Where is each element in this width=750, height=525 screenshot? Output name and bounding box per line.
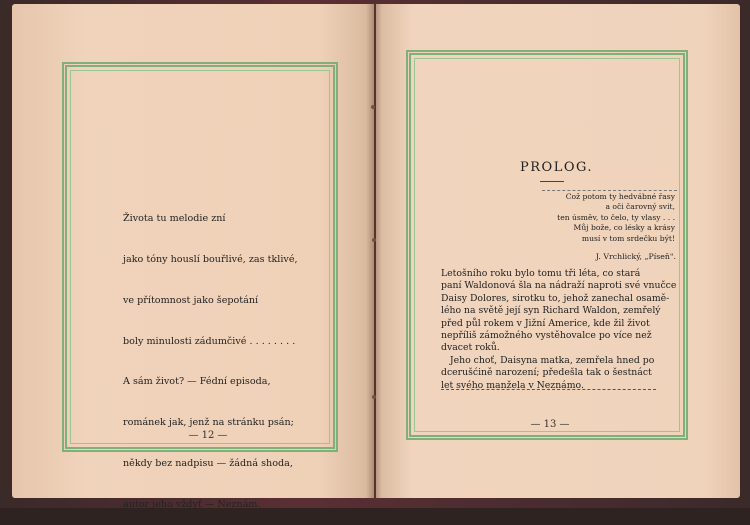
motto-author: J. Vrchlický, „Píseň".: [595, 252, 676, 261]
poem-line: A sám život? — Fédní episoda,: [123, 376, 271, 388]
prose-line: Daisy Dolores, sirotku to, jehož zanechal osamě-: [441, 292, 670, 304]
poem-line: Života tu melodie zní: [123, 213, 226, 225]
poem-line: autor jeho vždyť — Neznám.: [123, 498, 261, 510]
prose-line: Jeho choť, Daisyna matka, zemřela hned po: [441, 354, 655, 366]
motto-line: Což potom ty hedvábné řasy: [565, 192, 675, 201]
prose-line: dcerušćině narození; předešla tak o šestnáct: [441, 367, 652, 379]
heading-rule: [540, 181, 564, 182]
motto-line: a oči čarovný svit,: [605, 202, 675, 212]
poem-line: ve přítomnost jako šepotání: [123, 294, 259, 306]
chapter-heading: PROLOG.: [520, 160, 594, 175]
motto: [530, 192, 675, 244]
prose-line: před půl rokem v Jižní Americe, kde žil život: [441, 317, 650, 329]
motto-line: ten úsměv, to čelo, ty vlasy . . .: [557, 212, 675, 222]
binding-hole: [372, 238, 376, 242]
book-gutter: [366, 4, 382, 498]
page-number-right: — 13 —: [530, 419, 570, 430]
poem: [123, 185, 298, 525]
prose-line: nepříliš zámožného vystěhovalce po více než: [441, 329, 652, 341]
motto-line: Můj bože, co lésky a krásy: [573, 223, 675, 233]
poem-line: románek jak, jenž na stránku psán;: [123, 417, 294, 429]
motto-line: musí v tom srdečku být!: [581, 233, 675, 243]
prose-line: lého na světě její syn Richard Waldon, zemřelý: [441, 305, 661, 317]
motto-rule: [542, 190, 677, 191]
poem-line: někdy bez nadpisu — žádná shoda,: [123, 457, 293, 469]
poem-line: jako tóny houslí bouřlivé, zas tklivé,: [123, 253, 298, 265]
prose-line: dvacet roků.: [441, 342, 500, 354]
prose-line: paní Waldonová šla na nádraží naproti své vnučce: [441, 280, 677, 292]
binding-hole: [372, 395, 376, 399]
page-number-left: — 12 —: [188, 430, 228, 441]
prose-line: let svého manžela v Neznámo.: [441, 379, 584, 391]
poem-line: boly minulosti zádumčivé . . . . . . . .: [123, 335, 296, 347]
binding-hole: [371, 105, 375, 109]
dashed-separator: [441, 389, 656, 390]
prose-line: Letošního roku bylo tomu tři léta, co stará: [441, 268, 641, 279]
prose-text: [441, 268, 677, 392]
